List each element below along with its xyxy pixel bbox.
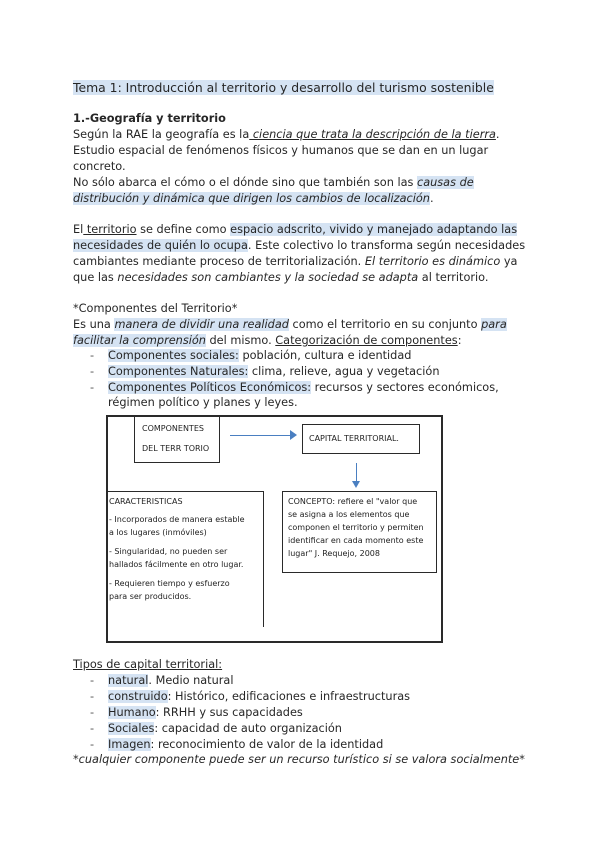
highlighted-text: Componentes Naturales: <box>108 365 249 378</box>
highlighted-text: Imagen <box>108 738 151 751</box>
paragraph-line <box>73 175 474 190</box>
highlighted-text: distribución y dinámica que dirigen los cambios de localización <box>73 192 430 205</box>
text-span: se define como <box>136 223 231 236</box>
list-item <box>108 689 410 704</box>
text-span: al territorio. <box>418 271 489 284</box>
text-span: . <box>429 192 434 205</box>
paragraph-line: Estudio espacial de fenómenos físicos y humanos que se dan en un lugar <box>73 144 489 157</box>
list-bullet: - <box>90 722 95 735</box>
highlighted-text: construido <box>108 690 168 703</box>
highlighted-text: Sociales <box>108 722 155 735</box>
list-item <box>108 673 233 688</box>
paragraph-line <box>73 222 517 237</box>
list-bullet: - <box>90 690 95 703</box>
highlighted-text: espacio adscrito, vivido y manejado adaptando las <box>230 223 518 236</box>
text-span: población, cultura e identidad <box>238 349 412 362</box>
text-span: . Medio natural <box>148 674 234 687</box>
list-bullet: - <box>90 706 95 719</box>
list-bullet: - <box>90 349 95 362</box>
highlighted-text: Componentes sociales: <box>108 349 239 362</box>
highlighted-text: manera de dividir una realidad <box>114 318 289 331</box>
list-bullet: - <box>90 381 95 394</box>
box-text: DEL TERR TORIO <box>142 444 210 453</box>
paragraph-line: concreto. <box>73 160 126 173</box>
highlighted-text: causas de <box>417 176 474 189</box>
box-text: se asigna a los elementos que <box>288 510 410 519</box>
text-span: como el territorio en su conjunto <box>288 318 482 331</box>
text-span: del mismo. <box>205 334 276 347</box>
text-span: ciencia que trata la descripción de la tierra <box>249 128 496 141</box>
text-span: necesidades son cambiantes y la sociedad se adapta <box>117 271 419 284</box>
box-text: - Requieren tiempo y esfuerzo <box>109 579 230 588</box>
arrow-line <box>356 463 357 483</box>
text-span: El territorio es dinámico <box>364 255 501 268</box>
paragraph-line <box>73 270 488 285</box>
highlighted-text: natural <box>108 674 149 687</box>
box-text: componen el territorio y permiten <box>288 523 424 532</box>
highlighted-text: necesidades de quién lo ocupa <box>73 239 248 252</box>
text-span: Categorización de componentes <box>275 334 458 347</box>
text-span: : <box>457 334 462 347</box>
box-text: COMPONENTES <box>142 424 204 433</box>
box-text: - Incorporados de manera estable <box>109 515 245 524</box>
paragraph-line <box>73 333 462 348</box>
list-bullet: - <box>90 738 95 751</box>
section-heading-tipos: Tipos de capital territorial: <box>73 658 223 671</box>
list-item <box>108 737 383 752</box>
box-text: CARACTERISTICAS <box>109 497 183 506</box>
footnote: *cualquier componente puede ser un recurso turístico si se valora socialmente* <box>73 753 525 766</box>
text-span: : reconocimiento de valor de la identidad <box>150 738 384 751</box>
text-span: : Histórico, edificaciones e infraestructuras <box>167 690 411 703</box>
concepto-box <box>282 491 437 573</box>
caracteristicas-box <box>108 491 264 627</box>
text-span: recursos y sectores económicos, <box>311 381 499 394</box>
box-text: identificar en cada momento este <box>288 536 424 545</box>
highlighted-text: facilitar la comprensión <box>73 334 206 347</box>
text-span: que las <box>73 271 118 284</box>
paragraph-line <box>73 317 507 332</box>
text-span: ya <box>500 255 518 268</box>
highlighted-text: Componentes Políticos Económicos: <box>108 381 312 394</box>
list-item-continuation: régimen político y planes y leyes. <box>108 396 298 409</box>
componentes-box <box>134 417 220 463</box>
list-item <box>108 364 439 379</box>
section-heading-geografia: 1.-Geografía y territorio <box>73 112 226 125</box>
text-span: . <box>495 128 500 141</box>
text-span: : RRHH y sus capacidades <box>155 706 303 719</box>
text-span: El <box>73 223 84 236</box>
paragraph-line <box>73 191 434 206</box>
title-text: Tema 1: Introducción al territorio y desarrollo del turismo sostenible <box>73 80 494 95</box>
text-span: Es una <box>73 318 115 331</box>
box-text: a los lugares (inmóviles) <box>109 528 207 537</box>
list-bullet: - <box>90 674 95 687</box>
box-text: hallados fácilmente en otro lugar. <box>109 560 244 569</box>
highlighted-text: para <box>481 318 507 331</box>
text-span: cambiantes mediante proceso de territorialización. <box>73 255 365 268</box>
list-item <box>108 721 342 736</box>
box-text: para ser producidos. <box>109 592 192 601</box>
list-item <box>108 380 499 395</box>
box-text: lugar" J. Requejo, 2008 <box>288 549 380 558</box>
list-bullet: - <box>90 365 95 378</box>
arrow-line <box>230 435 292 436</box>
text-span: No sólo abarca el cómo o el dónde sino que también son las <box>73 176 417 189</box>
box-text: CONCEPTO: refiere el "valor que <box>288 497 418 506</box>
paragraph-line <box>73 238 525 253</box>
box-text: CAPITAL TERRITORIAL. <box>309 434 399 443</box>
page-title <box>73 80 494 95</box>
section-heading-componentes: *Componentes del Territorio* <box>73 302 238 315</box>
box-text: - Singularidad, no pueden ser <box>109 547 228 556</box>
text-span: . Este colectivo lo transforma según necesidades <box>247 239 526 252</box>
text-span: clima, relieve, agua y vegetación <box>248 365 440 378</box>
text-span: : capacidad de auto organización <box>154 722 342 735</box>
capital-territorial-box <box>302 424 420 454</box>
highlighted-text: Humano <box>108 706 156 719</box>
list-item <box>108 348 411 363</box>
arrow-head-icon <box>352 481 360 488</box>
diagram-figure <box>106 415 443 643</box>
text-span: territorio <box>83 223 137 236</box>
list-item <box>108 705 303 720</box>
paragraph-line <box>73 254 517 269</box>
arrow-head-icon <box>290 430 297 440</box>
text-span: Según la RAE la geografía es la <box>73 128 250 141</box>
paragraph-line <box>73 127 500 142</box>
